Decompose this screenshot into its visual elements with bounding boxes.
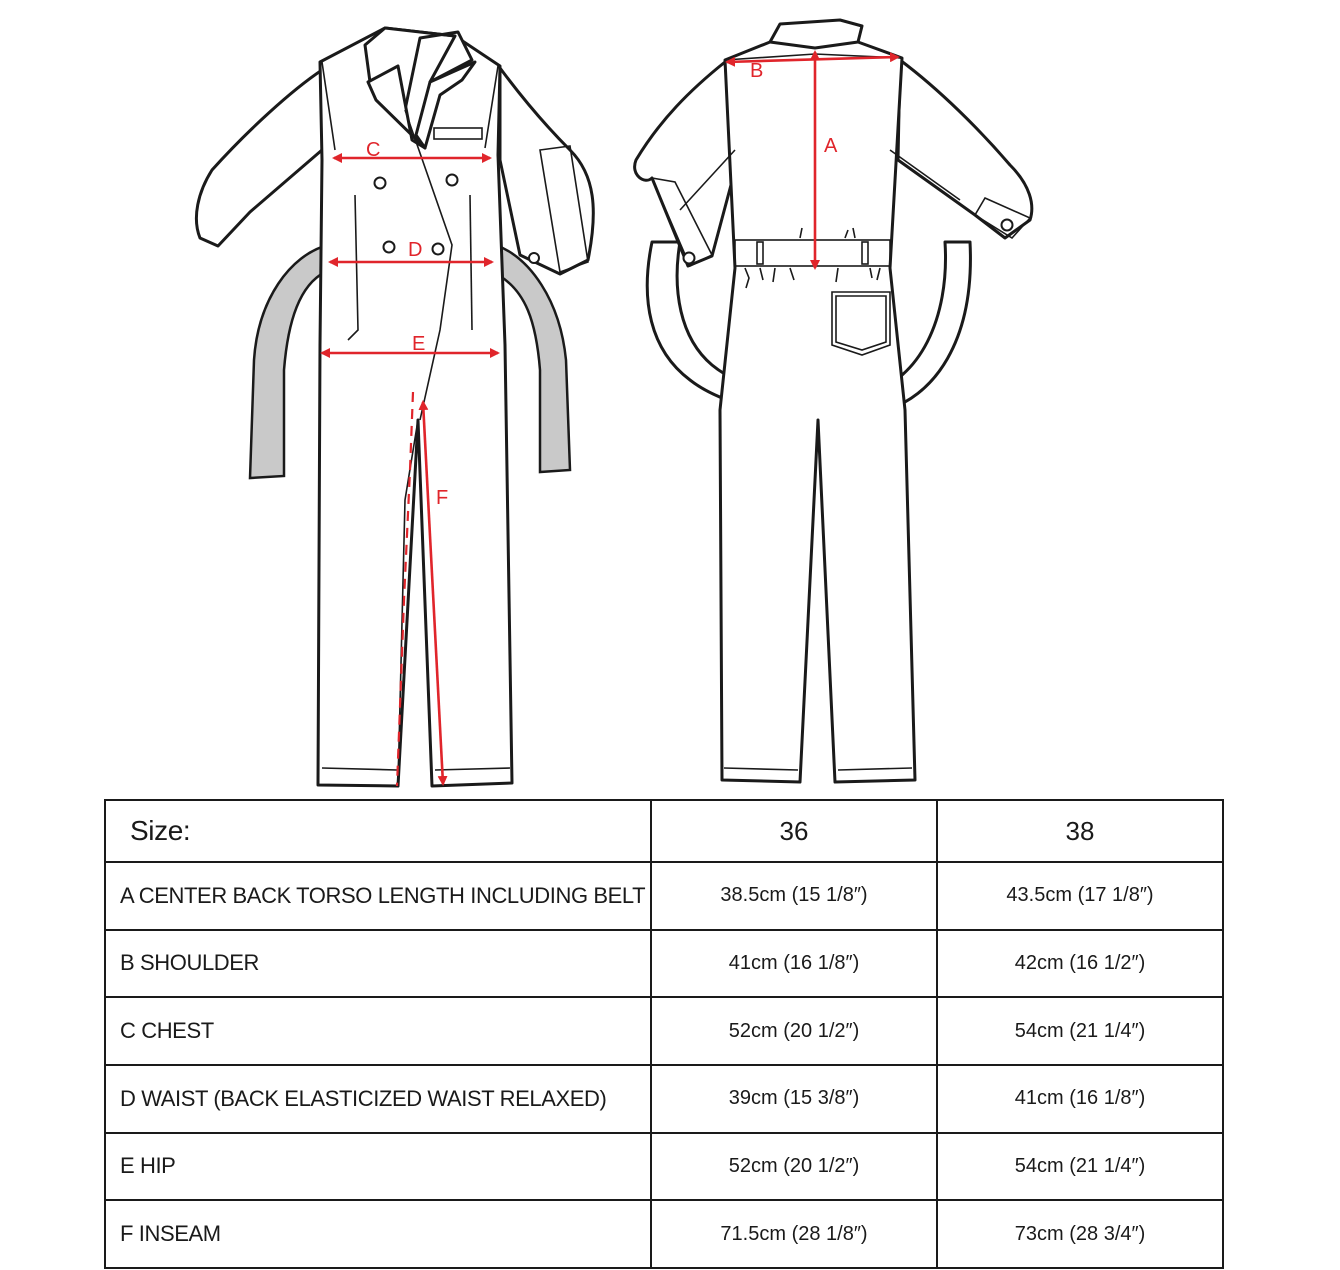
front-view	[196, 28, 593, 786]
front-button-4	[433, 244, 444, 255]
front-button-3	[384, 242, 395, 253]
size-chart-table	[104, 799, 1224, 1269]
back-sleeve-left	[635, 62, 735, 266]
measure-a-label: A	[824, 135, 838, 157]
row-a-size-36: 38.5cm (15 1/8″)	[651, 862, 937, 930]
row-e-size-36: 52cm (20 1/2″)	[651, 1133, 937, 1201]
row-label-c: C CHEST	[105, 997, 651, 1065]
size-heading: Size:	[105, 800, 651, 862]
back-cuff-left-button	[684, 253, 695, 264]
back-collar	[770, 20, 862, 48]
front-sleeve-left	[196, 70, 322, 246]
table-row	[105, 1200, 1223, 1268]
measure-c-label: C	[366, 139, 381, 161]
measure-d-label: D	[408, 239, 423, 261]
back-sleeve-right	[898, 60, 1032, 238]
table-row	[105, 1065, 1223, 1133]
row-label-a: A CENTER BACK TORSO LENGTH INCLUDING BELT	[105, 862, 651, 930]
back-cuff-right-button	[1002, 220, 1013, 231]
front-sleeve-right	[500, 68, 593, 274]
row-d-size-36: 39cm (15 3/8″)	[651, 1065, 937, 1133]
front-belt-tie-left	[250, 245, 328, 478]
row-label-e: E HIP	[105, 1133, 651, 1201]
table-row	[105, 862, 1223, 930]
front-button-2	[447, 175, 458, 186]
size-header-row	[105, 800, 1223, 862]
row-f-size-36: 71.5cm (28 1/8″)	[651, 1200, 937, 1268]
size-38-heading: 38	[937, 800, 1223, 862]
row-c-size-36: 52cm (20 1/2″)	[651, 997, 937, 1065]
row-label-b: B SHOULDER	[105, 930, 651, 998]
back-view	[635, 20, 1032, 782]
row-d-size-38: 41cm (16 1/8″)	[937, 1065, 1223, 1133]
row-b-size-38: 42cm (16 1/2″)	[937, 930, 1223, 998]
measure-e-label: E	[412, 333, 426, 355]
measure-f-label: F	[436, 487, 449, 509]
row-a-size-38: 43.5cm (17 1/8″)	[937, 862, 1223, 930]
row-b-size-36: 41cm (16 1/8″)	[651, 930, 937, 998]
measure-b-label: B	[750, 60, 764, 82]
row-label-f: F INSEAM	[105, 1200, 651, 1268]
row-e-size-38: 54cm (21 1/4″)	[937, 1133, 1223, 1201]
size-36-heading: 36	[651, 800, 937, 862]
table-row	[105, 1133, 1223, 1201]
row-c-size-38: 54cm (21 1/4″)	[937, 997, 1223, 1065]
row-f-size-38: 73cm (28 3/4″)	[937, 1200, 1223, 1268]
back-body	[720, 42, 915, 782]
table-row	[105, 930, 1223, 998]
front-button-1	[375, 178, 386, 189]
row-label-d: D WAIST (BACK ELASTICIZED WAIST RELAXED)	[105, 1065, 651, 1133]
table-row	[105, 997, 1223, 1065]
front-cuff-button	[529, 253, 539, 263]
